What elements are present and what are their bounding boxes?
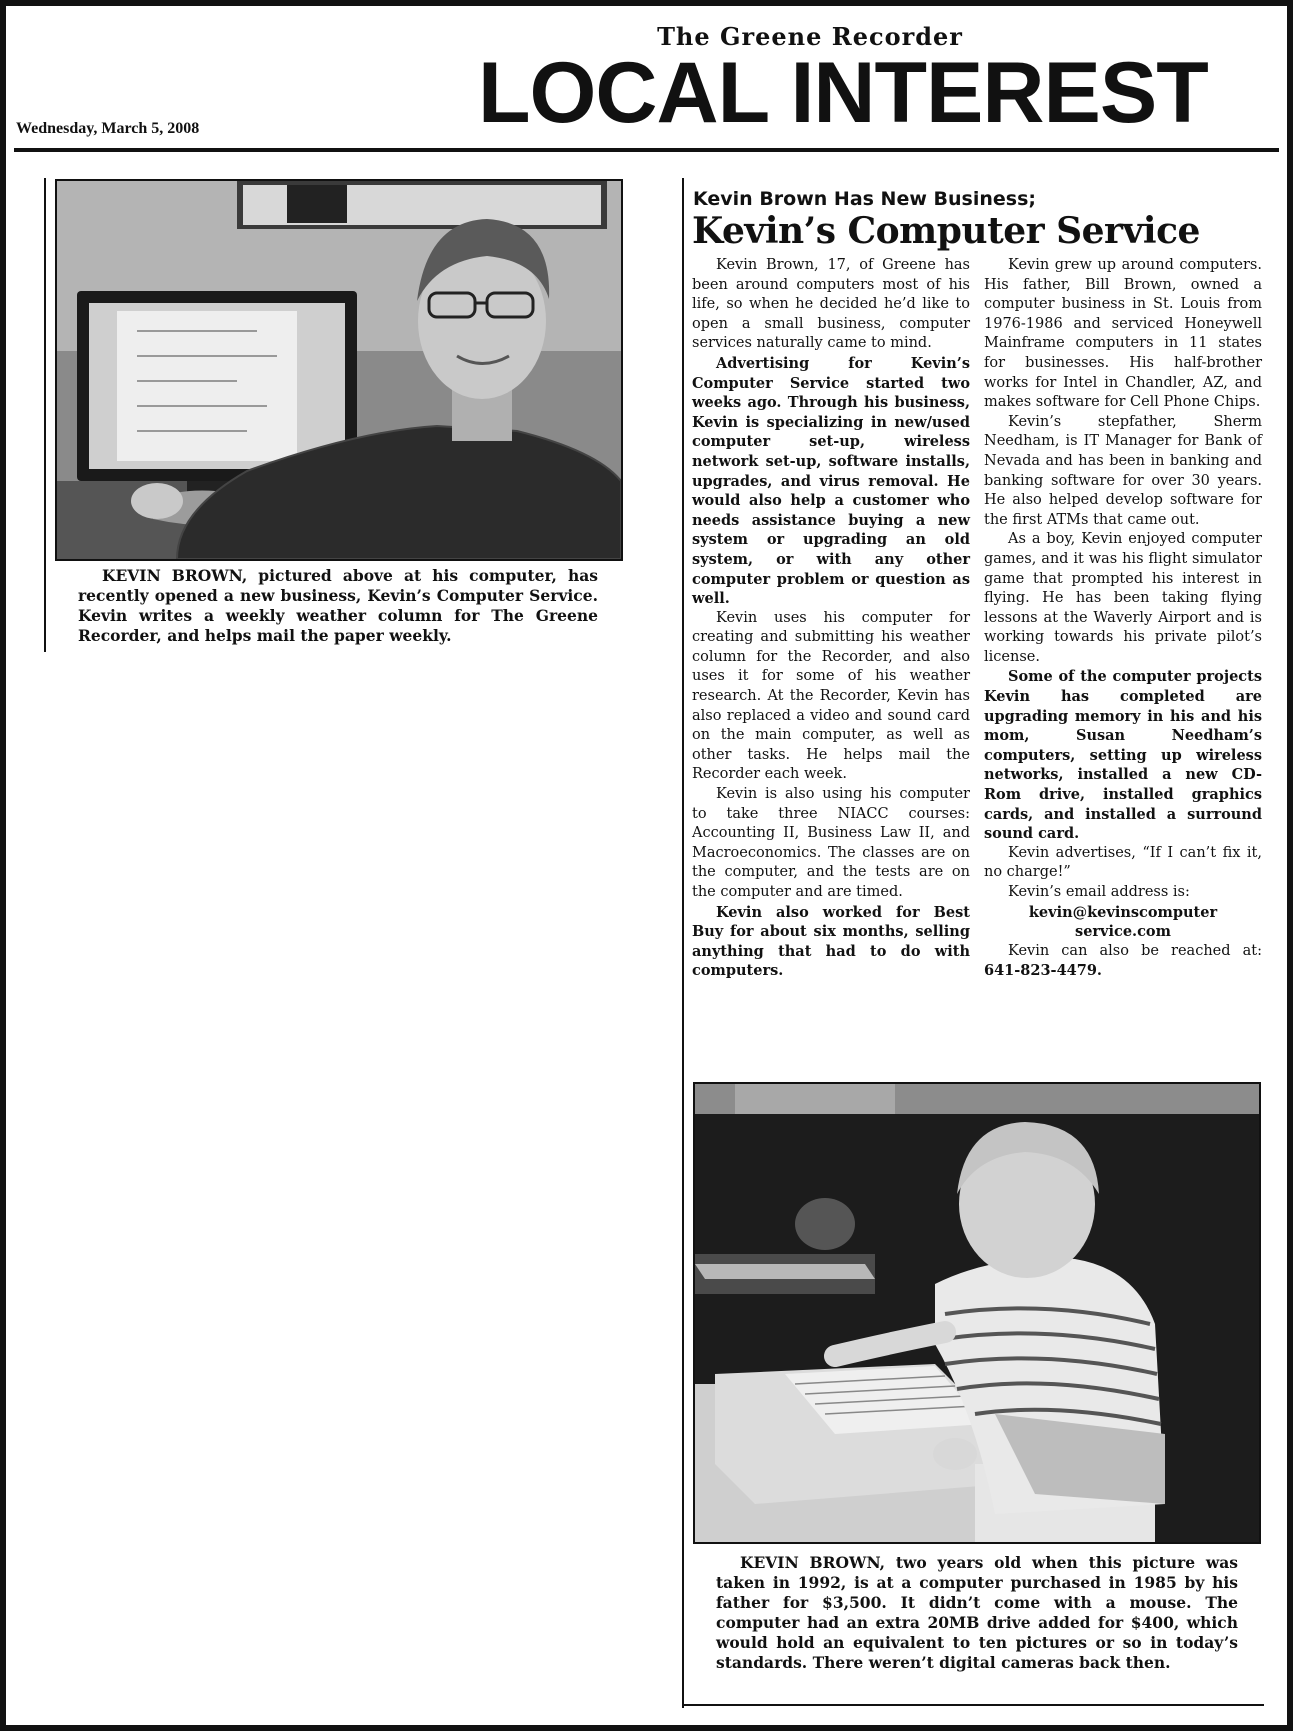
- article-headline: Kevin’s Computer Service: [692, 210, 1200, 252]
- paragraph: Kevin grew up around computers. His father, Bill Brown, owned a computer business in St. Louis from 1976-1986 and serviced Honeywell Mainframe computers in 11 states for businesses. His half-brother works for Intel in Chandler, AZ, and makes software for Cell Phone Chips.: [984, 257, 1262, 411]
- contact-intro: Kevin can also be reached at:: [1008, 942, 1262, 959]
- paragraph: Advertising for Kevin’s Computer Service started two weeks ago. Through his business, Kevin is specializing in new/used computer set-up, wireless network set-up, software installs, upgrades, and virus removal. He would also help a customer who needs assistance buying a new system or upgrading an old system, or with any other computer problem or question as well.: [692, 354, 970, 608]
- paragraph: Kevin is also using his computer to take three NIACC courses: Accounting II, Business Law II, and Macroeconomics. The classes are on the computer, and the tests are on the computer and are timed.: [692, 786, 970, 900]
- photo-kevin-as-toddler: [693, 1082, 1261, 1544]
- left-column-rule: [44, 178, 46, 652]
- email-address: kevin@kevinscomputer service.com: [1028, 903, 1218, 941]
- section-title: LOCAL INTEREST: [478, 45, 1208, 141]
- photo-kevin-at-computer: [55, 179, 623, 561]
- article-kicker: Kevin Brown Has New Business;: [693, 188, 1036, 210]
- photo-2-caption: KEVIN BROWN, two years old when this picture was taken in 1992, is at a computer purchased in 1985 by his father for $3,500. It didn’t come with a mouse. The computer had an extra 20MB drive added for $400, which would hold an equivalent to ten pictures or so in today’s standards. There weren’t digital cameras back then.: [716, 1553, 1238, 1672]
- article-column-2: [984, 256, 1262, 982]
- paragraph: [984, 942, 1262, 982]
- paragraph: Kevin advertises, “If I can’t fix it, no charge!”: [984, 844, 1262, 881]
- center-column-rule: [682, 178, 684, 1708]
- masthead-divider: [14, 148, 1279, 152]
- article-column-1: [692, 256, 970, 981]
- paragraph: Kevin uses his computer for creating and submitting his weather column for the Recorder, and also uses it for some of his weather research. At the Recorder, Kevin has also replaced a video and sound card on the main computer, as well as other tasks. He helps mail the Recorder each week.: [692, 609, 970, 783]
- paragraph: As a boy, Kevin enjoyed computer games, and it was his flight simulator game that prompted his interest in flying. He has been taking flying lessons at the Waverly Airport and is working towards his private pilot’s license.: [984, 531, 1262, 665]
- photo-1-caption: KEVIN BROWN, pictured above at his computer, has recently opened a new business, Kevin’s Computer Service. Kevin writes a weekly weather column for The Greene Recorder, and helps mail the paper weekly.: [78, 566, 598, 645]
- paragraph: Kevin’s email address is:: [1008, 884, 1190, 900]
- paragraph: Kevin’s stepfather, Sherm Needham, is IT Manager for Bank of Nevada and has been in banking and banking software for over 30 years. He also helped develop software for the first ATMs that came out.: [984, 413, 1262, 528]
- phone-number: 641-823-4479.: [984, 962, 1102, 980]
- paragraph: Some of the computer projects Kevin has completed are upgrading memory in his and his mom, Susan Needham’s computers, setting up wireless networks, installed a new CD-Rom drive, installed graphics cards, and installed a surround sound card.: [984, 668, 1262, 843]
- newspaper-name: The Greene Recorder: [657, 22, 963, 51]
- paragraph: Kevin also worked for Best Buy for about six months, selling anything that had to do with computers.: [692, 903, 970, 980]
- issue-date: Wednesday, March 5, 2008: [16, 120, 200, 137]
- bottom-divider: [684, 1704, 1264, 1706]
- paragraph: Kevin Brown, 17, of Greene has been around computers most of his life, so when he decided he’d like to open a small business, computer services naturally came to mind.: [692, 257, 970, 352]
